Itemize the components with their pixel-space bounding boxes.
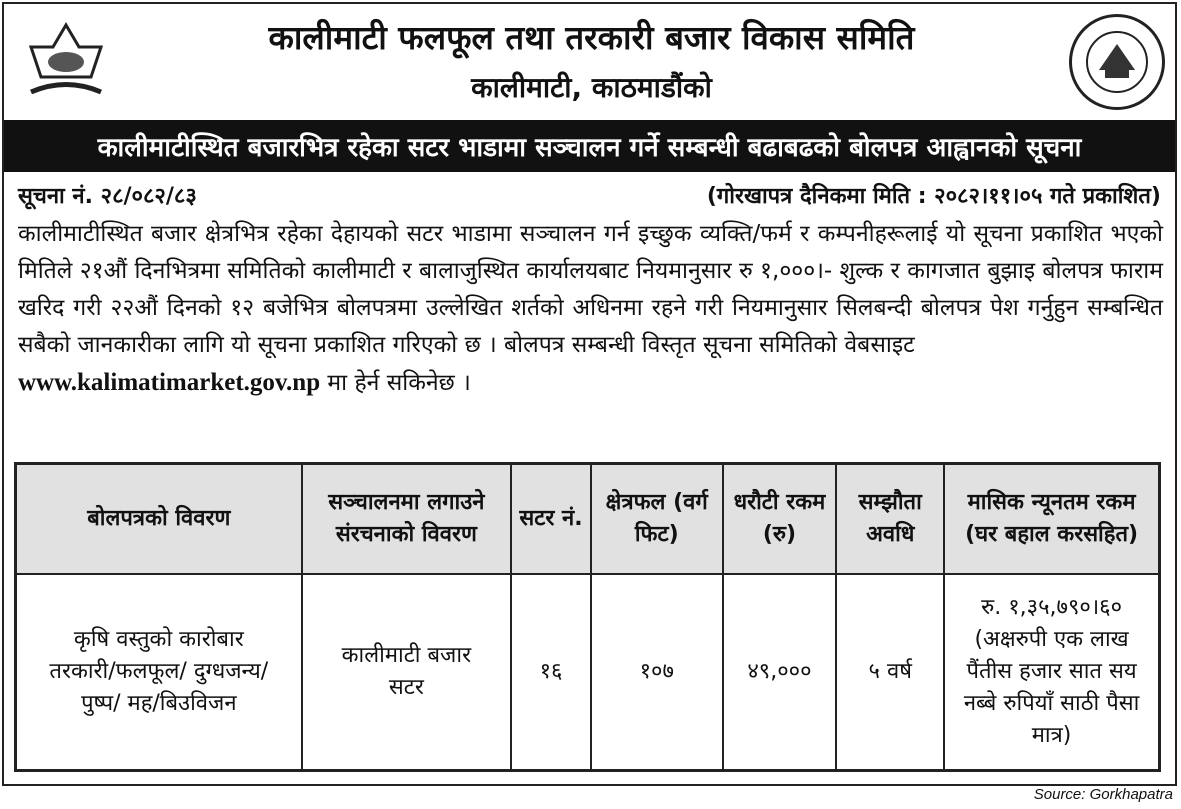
col-header: सटर नं. bbox=[511, 464, 591, 575]
table-cell: कालीमाटी बजार सटर bbox=[302, 574, 511, 771]
table-cell: ४९,००० bbox=[723, 574, 837, 771]
col-header: क्षेत्रफल (वर्ग फिट) bbox=[591, 464, 723, 575]
col-header: मासिक न्यूनतम रकम (घर बहाल करसहित) bbox=[944, 464, 1159, 575]
source-credit: Source: Gorkhapatra bbox=[1033, 786, 1173, 803]
notice-body bbox=[18, 216, 1163, 402]
col-header: सञ्चालनमा लगाउने संरचनाको विवरण bbox=[302, 464, 511, 575]
publication-info: (गोरखापत्र दैनिकमा मिति : २०८२।११।०५ गते प्रकाशित) bbox=[706, 184, 1161, 209]
table-cell: ५ वर्ष bbox=[836, 574, 944, 771]
col-header: बोलपत्रको विवरण bbox=[16, 464, 302, 575]
table-cell: १६ bbox=[511, 574, 591, 771]
notice-heading: कालीमाटीस्थित बजारभित्र रहेका सटर भाडामा सञ्चालन गर्ने सम्बन्धी बढाबढको बोलपत्र आह्वानको सूचना bbox=[4, 120, 1175, 172]
organization-title: कालीमाटी फलफूल तथा तरकारी बजार विकास समिति bbox=[268, 18, 915, 57]
col-header: सम्झौता अवधि bbox=[836, 464, 944, 575]
table-cell: रु. १,३५,७९०।६० (अक्षरुपी एक लाख पैंतीस हजार सात सय नब्बे रुपियाँ साठी पैसा मात्र) bbox=[944, 574, 1159, 771]
notice-number: सूचना नं. २८/०८२/८३ bbox=[18, 184, 197, 209]
organization-location: कालीमाटी, काठमाडौंको bbox=[471, 71, 712, 104]
tender-table bbox=[14, 462, 1161, 772]
website-link[interactable]: www.kalimatimarket.gov.np bbox=[18, 369, 321, 396]
notice-meta bbox=[18, 180, 1161, 210]
table-row bbox=[16, 574, 1160, 771]
organization-seal-icon bbox=[1069, 14, 1165, 110]
table-header-row bbox=[16, 464, 1160, 575]
notice-body-end: मा हेर्न सकिनेछ । bbox=[320, 370, 471, 396]
notice-body-text: कालीमाटीस्थित बजार क्षेत्रभित्र रहेका देहायको सटर भाडामा सञ्चालन गर्न इच्छुक व्यक्ति/फर्म र कम्पनीहरूलाई यो सूचना प्रकाशित भएको मितिले २१औं दिनभित्रमा समितिको कालीमाटी र बालाजुस्थित कार्यालयबाट नियमानुसार रु १,०००।- शुल्क र कागजात बुझाइ बोलपत्र फाराम खरिद गरी २२औं दिनको १२ बजेभित्र बोलपत्रमा उल्लेखित शर्तको अधिनमा रहने गरी नियमानुसार सिलबन्दी बोलपत्र पेश गर्नुहुन सम्बन्धित सबैको जानकारीका लागि यो सूचना प्रकाशित गरिएको छ । बोलपत्र सम्बन्धी विस्तृत सूचना समितिको वेबसाइट bbox=[18, 221, 1163, 358]
table-cell: कृषि वस्तुको कारोबार तरकारी/फलफूल/ दुग्धजन्य/पुष्प/ मह/बिउविजन bbox=[16, 574, 302, 771]
col-header: धरौटी रकम (रु) bbox=[723, 464, 837, 575]
table-cell: १०७ bbox=[591, 574, 723, 771]
header bbox=[4, 4, 1179, 120]
